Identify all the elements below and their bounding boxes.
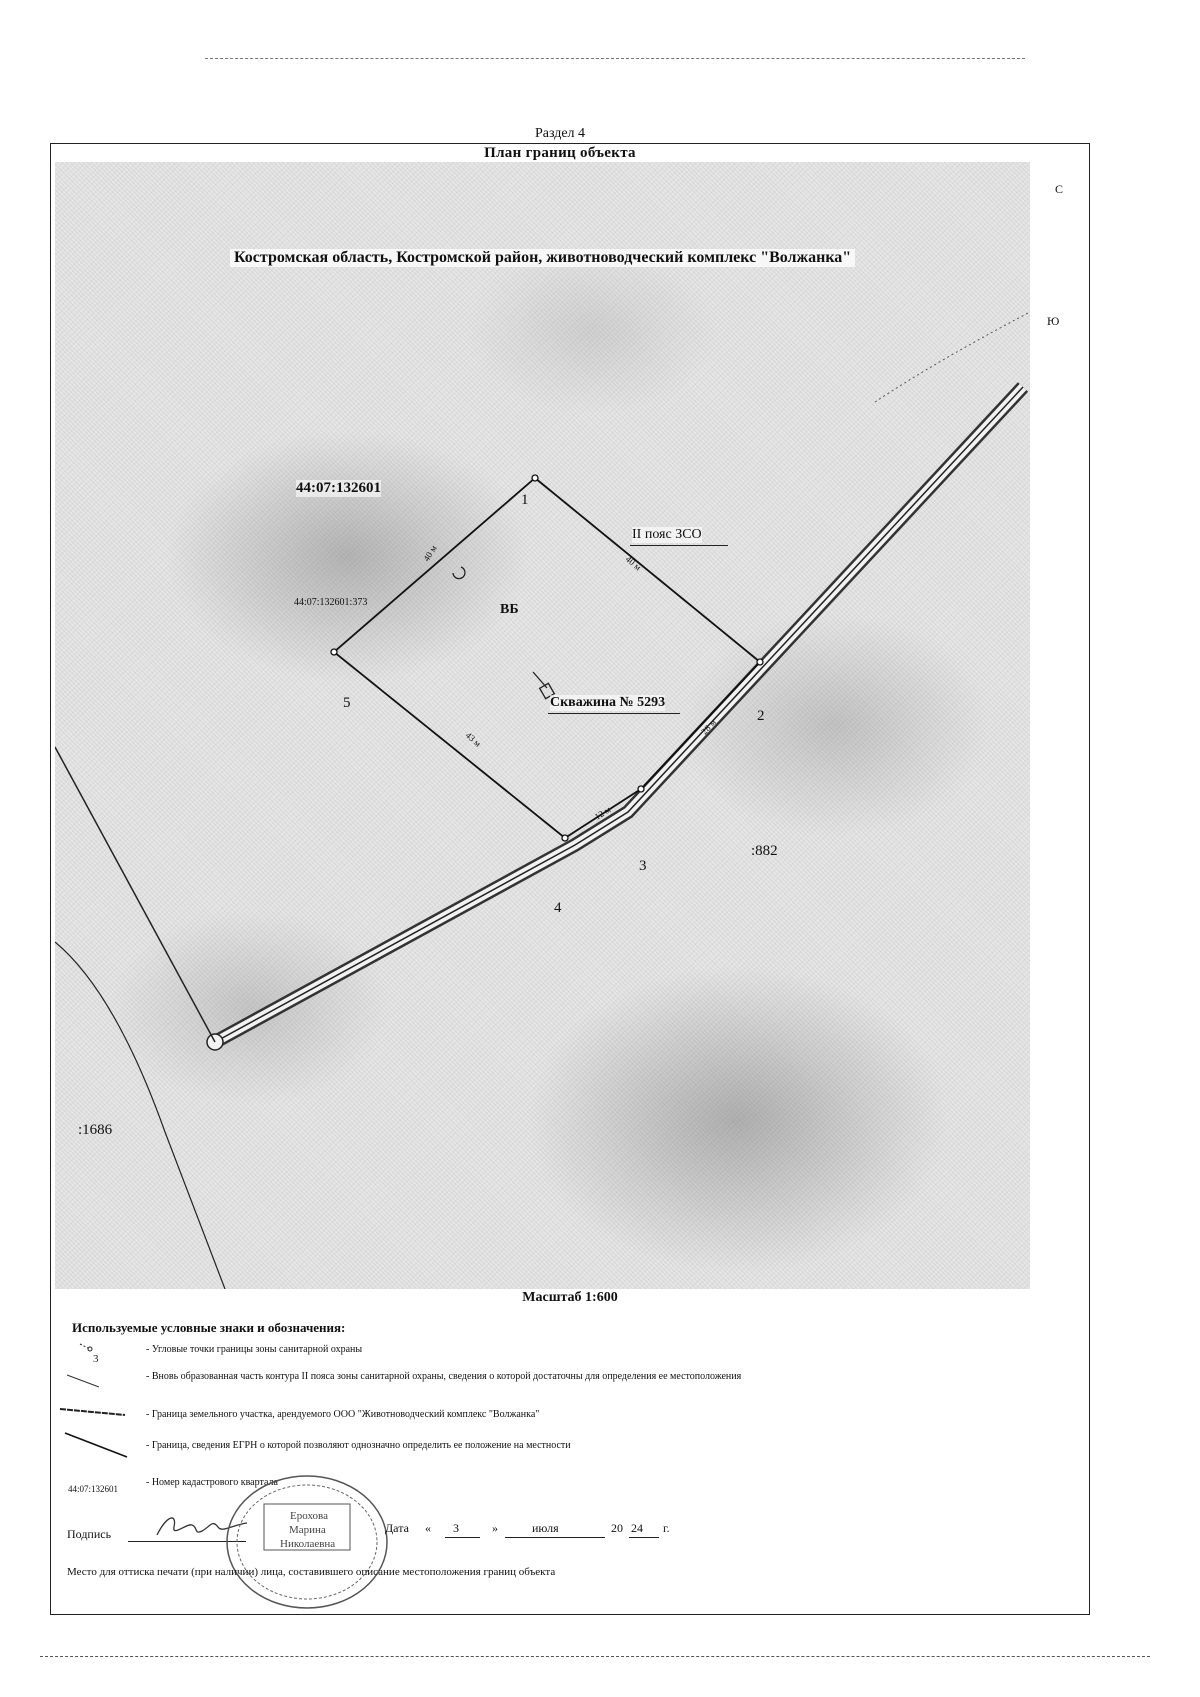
zone-label: II пояс ЗСО	[632, 527, 702, 542]
adjacent-plot-label: :882	[751, 843, 778, 859]
boundary-line-top-right	[875, 312, 1030, 402]
boundary-line-left	[55, 747, 215, 1042]
legend-item-egrn-boundary: - Граница, сведения ЕГРН о которой позволяют однозначно определить ее положение на местности	[146, 1440, 571, 1451]
date-label: Дата	[385, 1521, 409, 1535]
legend-item-corner-points: - Угловые точки границы зоны санитарной охраны	[146, 1344, 363, 1355]
point-label-2: 2	[757, 708, 765, 724]
legend-leased-parcel-line-icon	[60, 1409, 125, 1415]
date-year-prefix: 20	[611, 1521, 623, 1535]
stamp-text: Марина	[289, 1524, 326, 1536]
date-day: 3	[453, 1521, 459, 1535]
date-year-line	[629, 1537, 659, 1538]
legend-item-leased-parcel: - Граница земельного участка, арендуемого ООО "Животноводческий комплекс "Волжанка"	[146, 1409, 540, 1420]
segment-label-2-3: 28 м	[699, 717, 719, 737]
signature-label: Подпись	[67, 1527, 112, 1541]
parcel-cadastral-number: 44:07:132601:373	[294, 597, 368, 608]
plan-title: План границ объекта	[484, 145, 636, 161]
segment-label-3-4: 12 м	[592, 804, 613, 822]
legend-point-icon	[80, 1344, 92, 1351]
legend-symbols	[55, 1335, 150, 1495]
bottom-scan-line	[40, 1656, 1150, 1657]
stamp-place-note: Место для оттиска печати (при наличии) лица, составившего описание местоположения границ объекта	[67, 1566, 556, 1578]
north-label: С	[1055, 182, 1064, 196]
south-label: Ю	[1047, 314, 1060, 328]
stamp-text: Николаевна	[280, 1538, 336, 1550]
section-label: Раздел 4	[534, 126, 586, 141]
point-label-5: 5	[343, 695, 351, 711]
top-scan-line	[205, 58, 1025, 59]
legend-point-sample: 3	[93, 1353, 99, 1365]
date-year-suffix: 24	[631, 1521, 643, 1535]
segment-label-1-2: 40 м	[623, 553, 644, 573]
legend-egrn-boundary-line-icon	[65, 1433, 127, 1457]
well-label-underline	[548, 713, 680, 714]
stamp-text: Ерохова	[290, 1510, 328, 1522]
object-label: ВБ	[500, 602, 519, 617]
legend-item-new-zone-contour: - Вновь образованная часть контура II пояса зоны санитарной охраны, сведения о которой достаточны для определения ее местоположения	[146, 1371, 742, 1382]
quarter-cadastral-number: 44:07:132601	[296, 480, 381, 496]
date-quote-open: «	[425, 1521, 431, 1535]
legend-cadastral-sample: 44:07:132601	[68, 1484, 119, 1494]
date-quote-close: »	[492, 1521, 498, 1535]
legend-item-cadastral-quarter: - Номер кадастрового квартала	[146, 1477, 278, 1488]
date-month: июля	[532, 1521, 559, 1535]
date-month-line	[505, 1537, 605, 1538]
point-label-4: 4	[554, 900, 562, 916]
zone-label-underline	[630, 545, 728, 546]
map-scale: Масштаб 1:600	[522, 1290, 618, 1305]
date-year-unit: г.	[663, 1521, 670, 1535]
legend-title: Используемые условные знаки и обозначения:	[72, 1320, 346, 1335]
segment-label-5-1: 40 м	[421, 543, 439, 564]
segment-label-4-5: 43 м	[463, 730, 483, 749]
legend-new-zone-line-icon	[67, 1375, 99, 1387]
point-label-3: 3	[639, 858, 647, 874]
date-day-line	[445, 1537, 480, 1538]
object-address: Костромская область, Костромской район, животноводческий комплекс "Волжанка"	[230, 249, 855, 267]
boundary-plan-drawing	[55, 162, 1030, 1289]
adjacent-plot-label: :1686	[78, 1122, 113, 1138]
well-label: Скважина № 5293	[550, 695, 666, 710]
water-tower-icon	[453, 567, 465, 579]
point-label-1: 1	[521, 492, 529, 508]
boundary-line-lower-left	[55, 942, 225, 1289]
